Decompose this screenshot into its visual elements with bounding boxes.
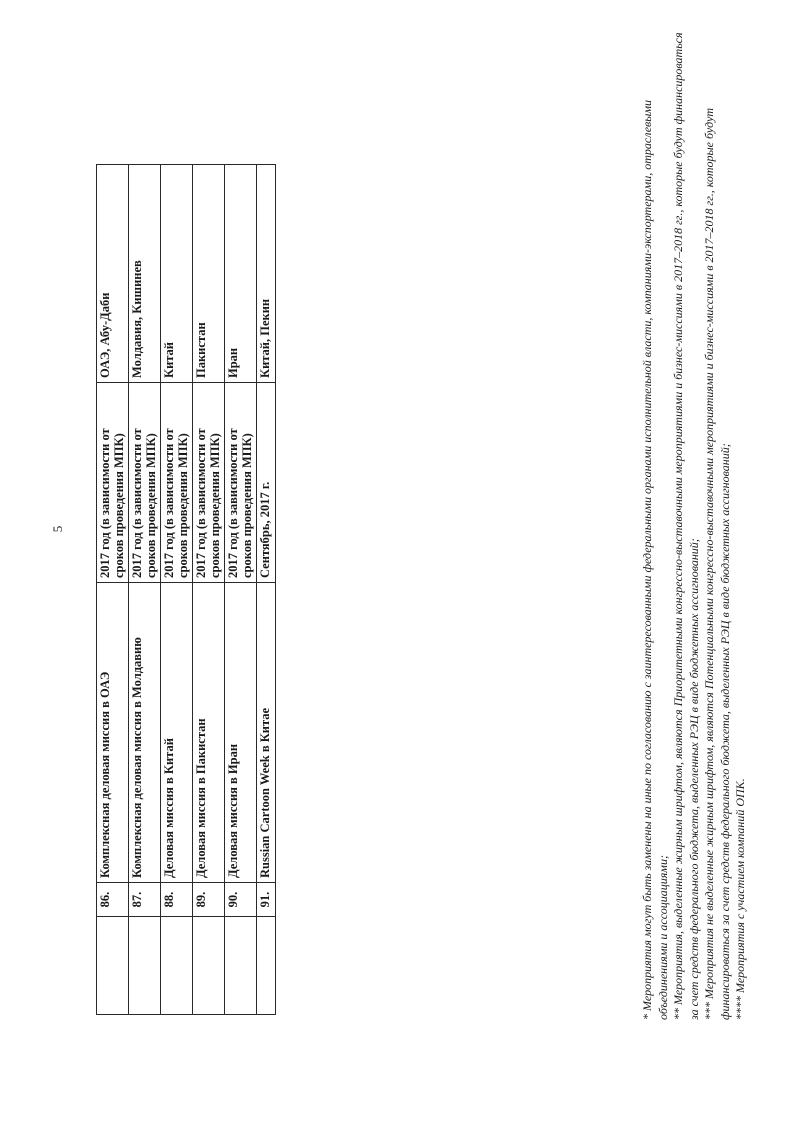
event-date: 2017 год (в зависимости от сроков проведения МПК) — [193, 383, 225, 583]
footnote: *** Мероприятия не выделенные жирным шрифтом, являются Потенциальными конгрессно-выставочными мероприятиями и бизнес-миссиями в 2017–2018 гг., которые будут финансироваться за счет средств федерального бюджета, выделенных РЭЦ в виде бюджетных ассигнований; — [702, 107, 732, 1020]
event-date: 2017 год (в зависимости от сроков проведения МПК) — [161, 383, 193, 583]
row-number: 86. — [97, 883, 129, 917]
table-row — [225, 165, 257, 1015]
event-place: Молдавия, Кишинев — [129, 165, 161, 383]
event-date: 2017 год (в зависимости от сроков проведения МПК) — [225, 383, 257, 583]
event-name: Russian Cartoon Week в Китае — [257, 583, 276, 883]
table-row — [193, 165, 225, 1015]
blank-cell — [129, 917, 161, 1015]
event-name: Деловая миссия в Пакистан — [193, 583, 225, 883]
footnote: ** Мероприятия, выделенные жирным шрифтом, являются Приоритетными конгрессно-выставочными мероприятиями и бизнес-миссиями в 2017–2018 гг., которые будут финансироваться за счет средств федерального бюджета, выделенных РЭЦ в виде бюджетных ассигнований; — [671, 32, 701, 1020]
blank-cell — [161, 917, 193, 1015]
event-name: Деловая миссия в Иран — [225, 583, 257, 883]
table-row — [129, 165, 161, 1015]
table-row — [257, 165, 276, 1015]
event-place: ОАЭ, Абу-Даби — [97, 165, 129, 383]
blank-cell — [225, 917, 257, 1015]
page-number: 5 — [50, 525, 65, 533]
row-number: 88. — [161, 883, 193, 917]
row-number: 90. — [225, 883, 257, 917]
table-row — [97, 165, 129, 1015]
event-date: Сентябрь, 2017 г. — [257, 383, 276, 583]
event-place: Пакистан — [193, 165, 225, 383]
footnote: * Мероприятия могут быть заменены на иные по согласованию с заинтересованными федеральными органами исполнительной власти, компаниями-экспортерами, отраслевыми объединениями и ассоциациями; — [640, 99, 670, 1020]
blank-cell — [97, 917, 129, 1015]
footnote: **** Мероприятия с участием компаний ОПК. — [733, 778, 747, 1020]
table-row — [161, 165, 193, 1015]
event-name: Комплексная деловая миссия в Молдавию — [129, 583, 161, 883]
footnotes — [640, 20, 749, 1020]
row-number: 91. — [257, 883, 276, 917]
event-date: 2017 год (в зависимости от сроков проведения МПК) — [97, 383, 129, 583]
row-number: 89. — [193, 883, 225, 917]
event-name: Деловая миссия в Китай — [161, 583, 193, 883]
event-place: Иран — [225, 165, 257, 383]
blank-cell — [257, 917, 276, 1015]
blank-cell — [193, 917, 225, 1015]
event-place: Китай, Пекин — [257, 165, 276, 383]
event-date: 2017 год (в зависимости от сроков проведения МПК) — [129, 383, 161, 583]
events-table — [96, 164, 276, 1015]
event-name: Комплексная деловая миссия в ОАЭ — [97, 583, 129, 883]
row-number: 87. — [129, 883, 161, 917]
event-place: Китай — [161, 165, 193, 383]
